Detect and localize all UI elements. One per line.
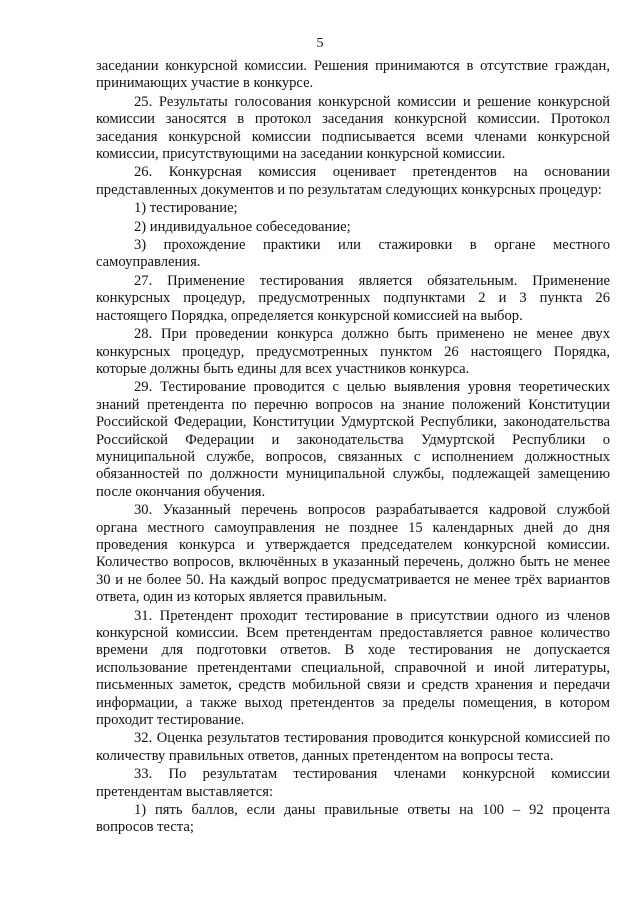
- list-item-1: 1) тестирование;: [134, 200, 238, 217]
- paragraph-30: 30. Указанный перечень вопросов разрабатывается кадровой службой органа местного самоуправления не позднее 15 календарных дней до дня проведения конкурса и утверждается председателем конкурсной комиссии. Количество вопросов, включённых в указанный перечень, должно быть не менее 30 и не более 50. На каждый вопрос предусматривается не менее трёх вариантов ответа, один из которых является правильным.: [96, 502, 610, 606]
- list-item-3: 3) прохождение практики или стажировки в органе местного самоуправления.: [96, 237, 610, 271]
- document-body: [96, 58, 610, 837]
- paragraph-26: 26. Конкурсная комиссия оценивает претендентов на основании представленных документов и по результатам следующих конкурсных процедур:: [96, 164, 610, 198]
- paragraph-25: 25. Результаты голосования конкурсной комиссии и решение конкурсной комиссии заносятся в протокол заседания конкурсной комиссии. Протокол заседания конкурсной комиссии подписывается всеми членами конкурсной комиссии, присутствующими на заседании конкурсной комиссии.: [96, 93, 610, 163]
- page-number: 5: [316, 36, 324, 51]
- paragraph-33: 33. По результатам тестирования членами конкурсной комиссии претендентам выставляется:: [96, 766, 610, 800]
- list-item-2: 2) индивидуальное собеседование;: [134, 218, 351, 235]
- list-item-score-1: 1) пять баллов, если даны правильные ответы на 100 – 92 процента вопросов теста;: [96, 802, 610, 836]
- paragraph-29: 29. Тестирование проводится с целью выявления уровня теоретических знаний претендента по перечню вопросов на знание положений Конституции Российской Федерации, Конституции Удмуртской Республики, законодательства Российской Федерации и законодательства Удмуртской Республики о муниципальной службе, вопросов, связанных с исполнением должностных обязанностей по должности муниципальной службы, подлежащей замещению после окончания обучения.: [96, 379, 610, 500]
- paragraph-27: 27. Применение тестирования является обязательным. Применение конкурсных процедур, предусмотренных подпунктами 2 и 3 пункта 26 настоящего Порядка, определяется конкурсной комиссией на выбор.: [96, 272, 610, 324]
- paragraph-31: 31. Претендент проходит тестирование в присутствии одного из членов конкурсной комиссии. Всем претендентам предоставляется равное количество времени для подготовки ответов. В ходе тестирования не допускается использование претендентами специальной, справочной и иной литературы, письменных заметок, средств мобильной связи и средств хранения и передачи информации, а также выход претендентов за пределы помещения, в котором проходит тестирование.: [96, 607, 610, 729]
- paragraph-32: 32. Оценка результатов тестирования проводится конкурсной комиссией по количеству правильных ответов, данных претендентом на вопросы теста.: [96, 730, 610, 764]
- paragraph-28: 28. При проведении конкурса должно быть применено не менее двух конкурсных процедур, предусмотренных пунктом 26 настоящего Порядка, которые должны быть едины для всех участников конкурса.: [96, 326, 610, 377]
- paragraph-continuation: заседании конкурсной комиссии. Решения принимаются в отсутствие граждан, принимающих участие в конкурсе.: [96, 58, 610, 92]
